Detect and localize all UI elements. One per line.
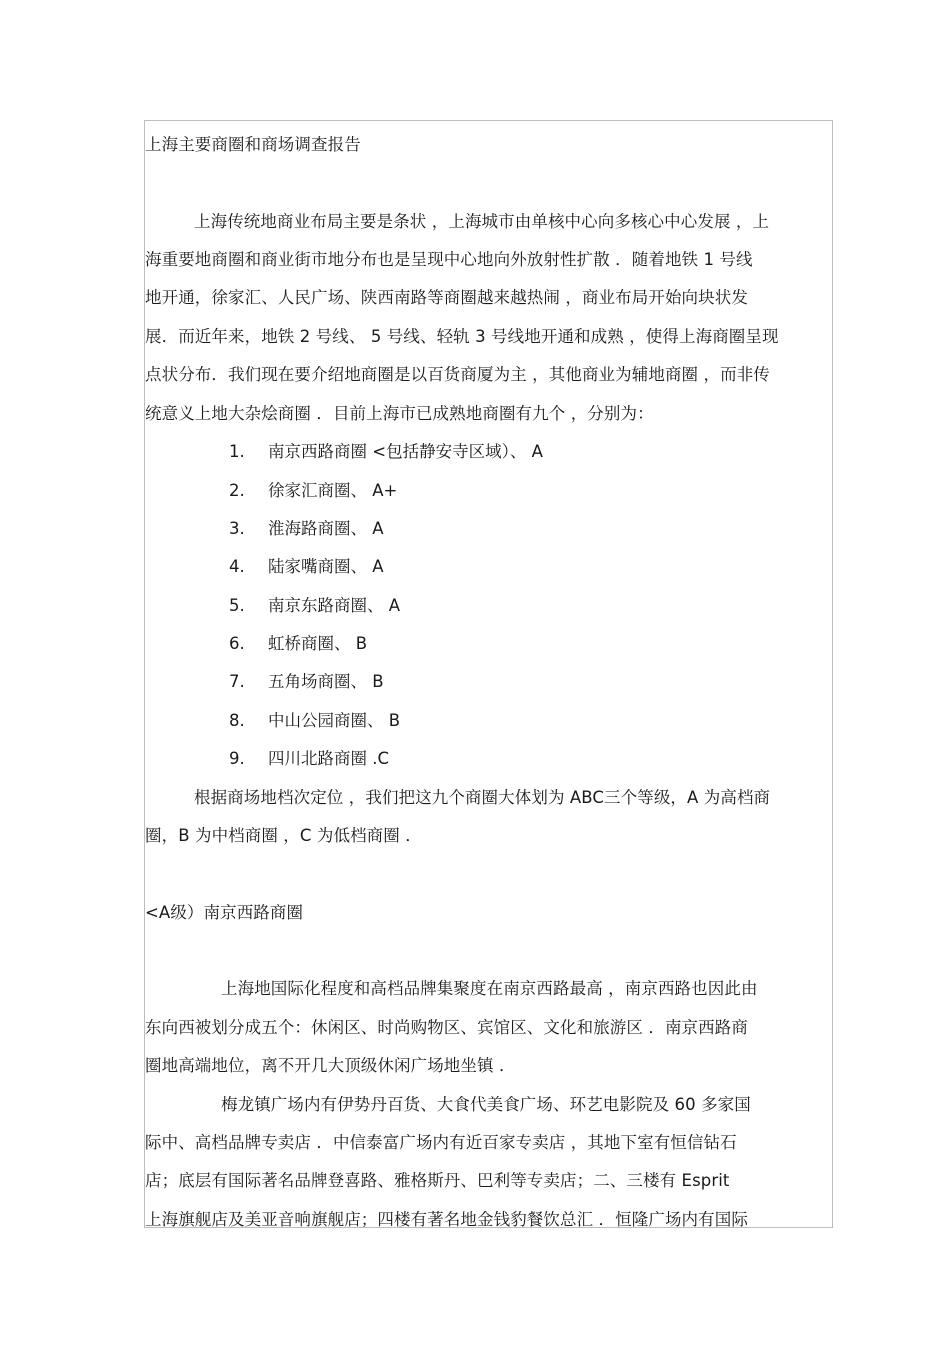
list-text: 中山公园商圈、 B [268,711,401,730]
document-page [144,120,833,1228]
document-title: 上海主要商圈和商场调查报告 [145,135,361,154]
list-number: 8. [229,711,245,730]
section-paragraph-line: 店；底层有国际著名品牌登喜路、雅格斯丹、巴利等专卖店；二、三楼有 Esprit [145,1171,730,1190]
list-item [229,557,384,577]
section-paragraph-line: 上海地国际化程度和高档品牌集聚度在南京西路最高 ，南京西路也因此由 [221,979,758,998]
grade-line: 圈，B 为中档商圈 ，C 为低档商圈 ． [145,826,422,845]
list-item [229,634,367,654]
list-item [229,711,400,731]
list-text: 四川北路商圈 .C [268,749,390,768]
intro-line: 海重要地商圈和商业街市地分布也是呈现中心地向外放射性扩散 ．随着地铁 1 号线 [145,250,753,269]
list-number: 1. [229,442,245,461]
list-text: 五角场商圈、 B [268,672,384,691]
list-number: 3. [229,519,245,538]
list-number: 5. [229,596,245,615]
list-item [229,749,389,769]
list-number: 2. [229,481,245,500]
section-paragraph-line: 梅龙镇广场内有伊势丹百货、大食代美食广场、环艺电影院及 60 多家国 [221,1095,751,1114]
section-paragraph-line: 东向西被划分成五个：休闲区、时尚购物区、宾馆区、文化和旅游区 ．南京西路商 [145,1018,748,1037]
grade-line: 根据商场地档次定位 ，我们把这九个商圈大体划为 ABC三个等级，A 为高档商 [194,788,771,807]
intro-line: 点状分布．我们现在要介绍地商圈是以百货商厦为主 ，其他商业为辅地商圈 ，而非传 [145,365,770,384]
list-item [229,672,384,692]
intro-line: 展．而近年来，地铁 2 号线、 5 号线、轻轨 3 号线地开通和成熟 ，使得上海商圈呈现 [145,327,779,346]
list-text: 南京西路商圈 <包括静安寺区域）、 A [268,442,543,461]
section-paragraph-line: 圈地高端地位，离不开几大顶级休闲广场地坐镇 ． [145,1056,516,1075]
section-paragraph-line: 上海旗舰店及美亚音响旗舰店；四楼有著名地金钱豹餐饮总汇 ．恒隆广场内有国际 [145,1210,748,1228]
list-text: 徐家汇商圈、 A+ [268,481,398,500]
list-text: 陆家嘴商圈、 A [268,557,384,576]
list-number: 4. [229,557,245,576]
list-item [229,442,543,462]
intro-line: 统意义上地大杂烩商圈 ．目前上海市已成熟地商圈有九个 ，分别为： [145,404,654,423]
intro-line: 上海传统地商业布局主要是条状 ，上海城市由单核中心向多核心中心发展 ，上 [194,212,770,231]
list-number: 6. [229,634,245,653]
list-text: 虹桥商圈、 B [268,634,368,653]
section-heading: <A级）南京西路商圈 [145,903,304,922]
section-paragraph-line: 际中、高档品牌专卖店 ．中信泰富广场内有近百家专卖店 ，其地下室有恒信钻石 [145,1133,737,1152]
list-text: 淮海路商圈、 A [268,519,384,538]
list-number: 9. [229,749,245,768]
intro-line: 地开通，徐家汇、人民广场、陕西南路等商圈越来越热闹 ，商业布局开始向块状发 [145,288,748,307]
list-text: 南京东路商圈、 A [268,596,401,615]
list-number: 7. [229,672,245,691]
list-item [229,596,400,616]
list-item [229,519,384,539]
list-item [229,481,397,501]
